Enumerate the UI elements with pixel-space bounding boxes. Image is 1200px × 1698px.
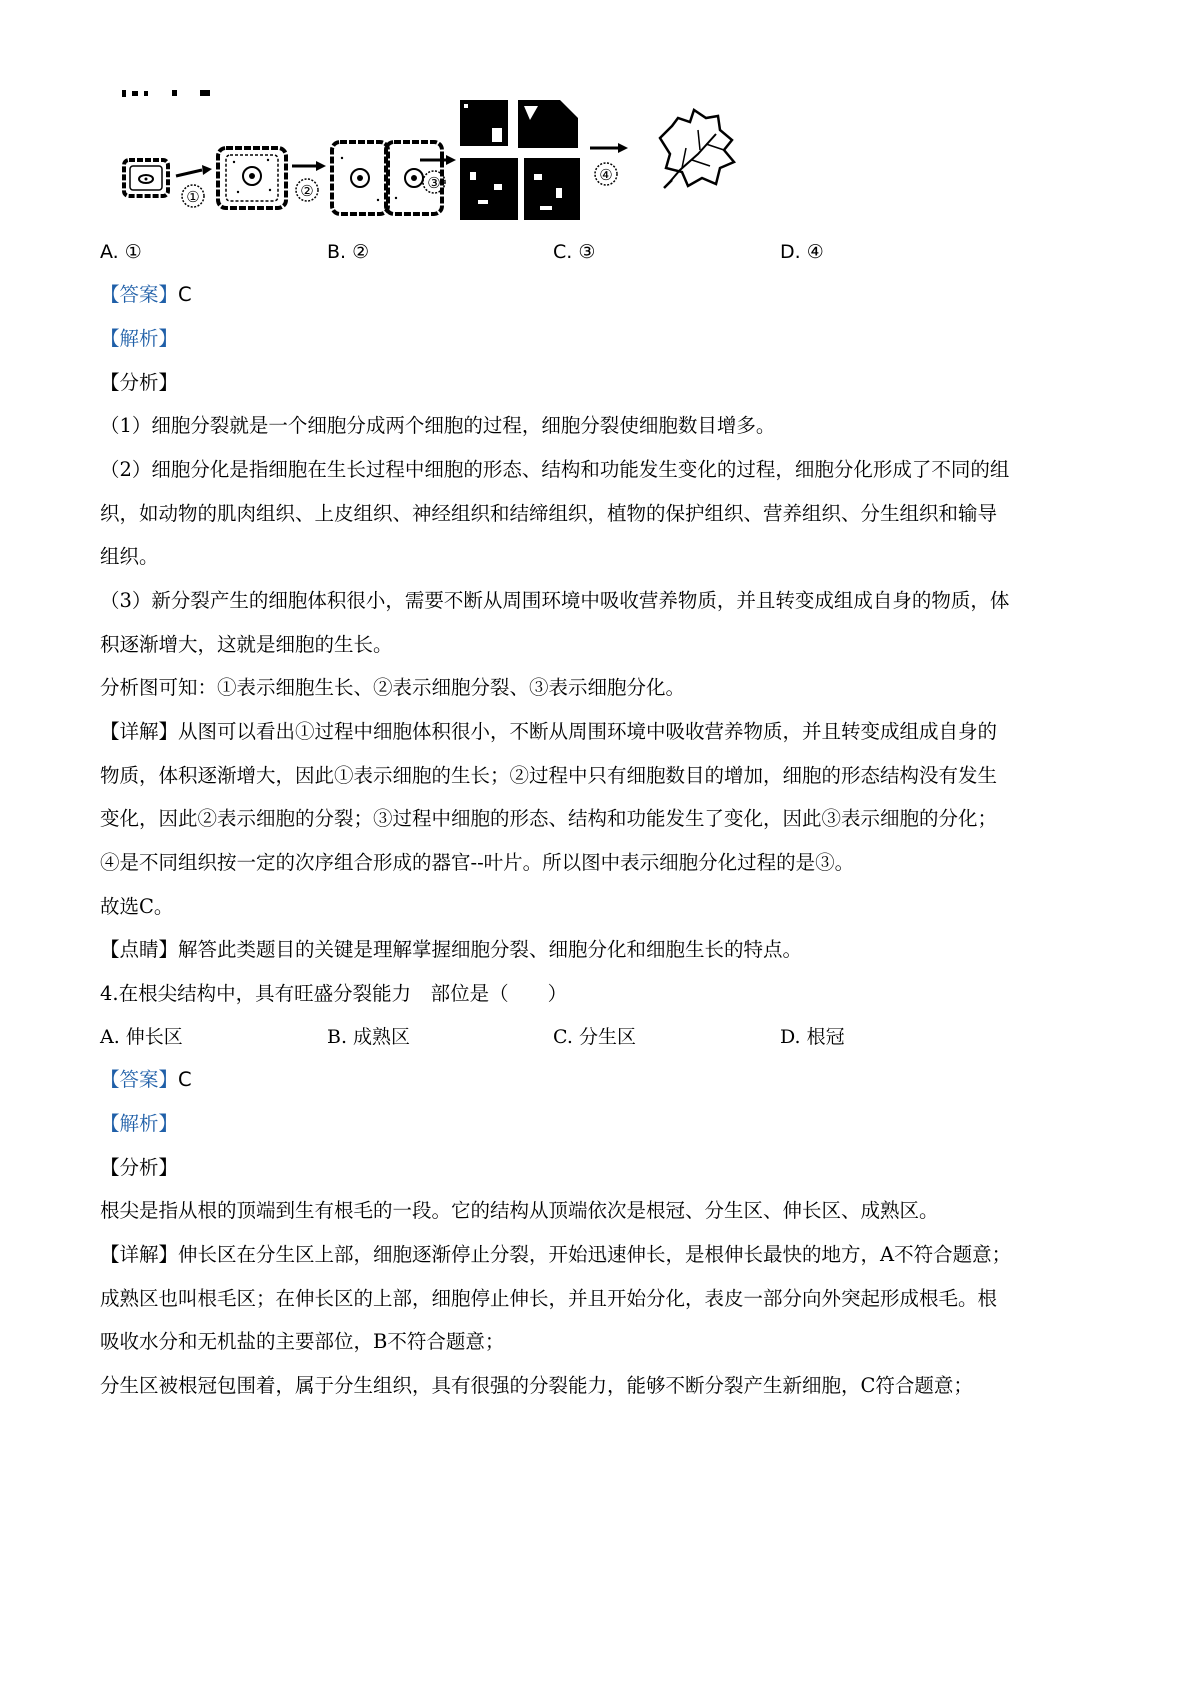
leaf-icon: [660, 110, 734, 188]
q3-option-d: D. ④: [780, 241, 824, 263]
arrow-2: [292, 161, 326, 201]
q3-option-a: A. ①: [100, 241, 142, 263]
q4-stem: 4.在根尖结构中，具有旺盛分裂能力 部位是（ ）: [100, 982, 568, 1005]
arrow-1: [176, 165, 212, 207]
small-cell: [124, 160, 168, 196]
grown-cell: [218, 148, 286, 208]
answer-tag: 【答案】: [100, 1068, 179, 1091]
q4-option-c: C. 分生区: [553, 1026, 636, 1048]
q3-detail-a: 【详解】从图可以看出①过程中细胞体积很小，不断从周围环境中吸收营养物质，并且转变成组成自身的: [100, 720, 998, 743]
divided-cells: [332, 142, 442, 214]
q4-fenxi-tag: 【分析】: [100, 1156, 179, 1179]
step-label-3: ③: [427, 174, 441, 192]
arrow-3: [420, 155, 456, 193]
q3-analysis-tag: 【解析】: [100, 327, 179, 350]
arrow-4: [590, 143, 628, 185]
q3-choose: 故选C。: [100, 895, 174, 918]
q3-para-2a: （2）细胞分化是指细胞在生长过程中细胞的形态、结构和功能发生变化的过程，细胞分化形成了不同的组: [100, 458, 1010, 481]
answer-tag: 【答案】: [100, 283, 179, 306]
q3-fenxi-tag: 【分析】: [100, 371, 179, 394]
answer-value: C: [178, 283, 192, 306]
q3-para-1: （1）细胞分裂就是一个细胞分成两个细胞的过程，细胞分裂使细胞数目增多。: [100, 414, 776, 437]
q4-para-1: 根尖是指从根的顶端到生有根毛的一段。它的结构从顶端依次是根冠、分生区、伸长区、成熟区。: [100, 1199, 939, 1222]
q3-para-2c: 组织。: [100, 545, 159, 568]
q3-comment: 【点睛】解答此类题目的关键是理解掌握细胞分裂、细胞分化和细胞生长的特点。: [100, 938, 803, 961]
tissue-blocks: [460, 100, 580, 220]
q3-answer: [100, 281, 192, 309]
q4-detail-d: 分生区被根冠包围着，属于分生组织，具有很强的分裂能力，能够不断分裂产生新细胞，C符合题意；: [100, 1374, 973, 1397]
q4-option-d: D. 根冠: [780, 1026, 845, 1048]
step-label-1: ①: [186, 188, 200, 206]
q4-detail-c: 吸收水分和无机盐的主要部位，B不符合题意；: [100, 1330, 505, 1353]
cell-process-diagram: [120, 88, 800, 243]
q4-analysis-tag: 【解析】: [100, 1112, 179, 1135]
q3-detail-d: ④是不同组织按一定的次序组合形成的器官--叶片。所以图中表示细胞分化过程的是③。: [100, 851, 855, 874]
q3-detail-c: 变化，因此②表示细胞的分裂；③过程中细胞的形态、结构和功能发生了变化，因此③表示细胞的分化；: [100, 807, 998, 830]
step-label-2: ②: [300, 182, 314, 200]
step-label-4: ④: [599, 166, 613, 184]
q3-option-b: B. ②: [327, 241, 370, 263]
q4-option-a: A. 伸长区: [100, 1026, 183, 1048]
q3-detail-b: 物质，体积逐渐增大，因此①表示细胞的生长；②过程中只有细胞数目的增加，细胞的形态结构没有发生: [100, 764, 998, 787]
q3-para-3b: 积逐渐增大，这就是细胞的生长。: [100, 633, 393, 656]
q4-detail-a: 【详解】伸长区在分生区上部，细胞逐渐停止分裂，开始迅速伸长，是根伸长最快的地方，A不符合题意；: [100, 1243, 1012, 1266]
q4-option-b: B. 成熟区: [327, 1026, 411, 1048]
q4-detail-b: 成熟区也叫根毛区；在伸长区的上部，细胞停止伸长，并且开始分化，表皮一部分向外突起形成根毛。根: [100, 1287, 998, 1310]
q4-answer: [100, 1066, 192, 1094]
cropped-top-text: [122, 90, 210, 97]
q3-option-c: C. ③: [553, 241, 596, 263]
q3-para-2b: 织，如动物的肌肉组织、上皮组织、神经组织和结缔组织，植物的保护组织、营养组织、分生组织和输导: [100, 502, 998, 525]
q3-para-4: 分析图可知：①表示细胞生长、②表示细胞分裂、③表示细胞分化。: [100, 676, 686, 699]
answer-value: C: [178, 1068, 192, 1091]
q3-para-3a: （3）新分裂产生的细胞体积很小，需要不断从周围环境中吸收营养物质，并且转变成组成自身的物质，体: [100, 589, 1010, 612]
